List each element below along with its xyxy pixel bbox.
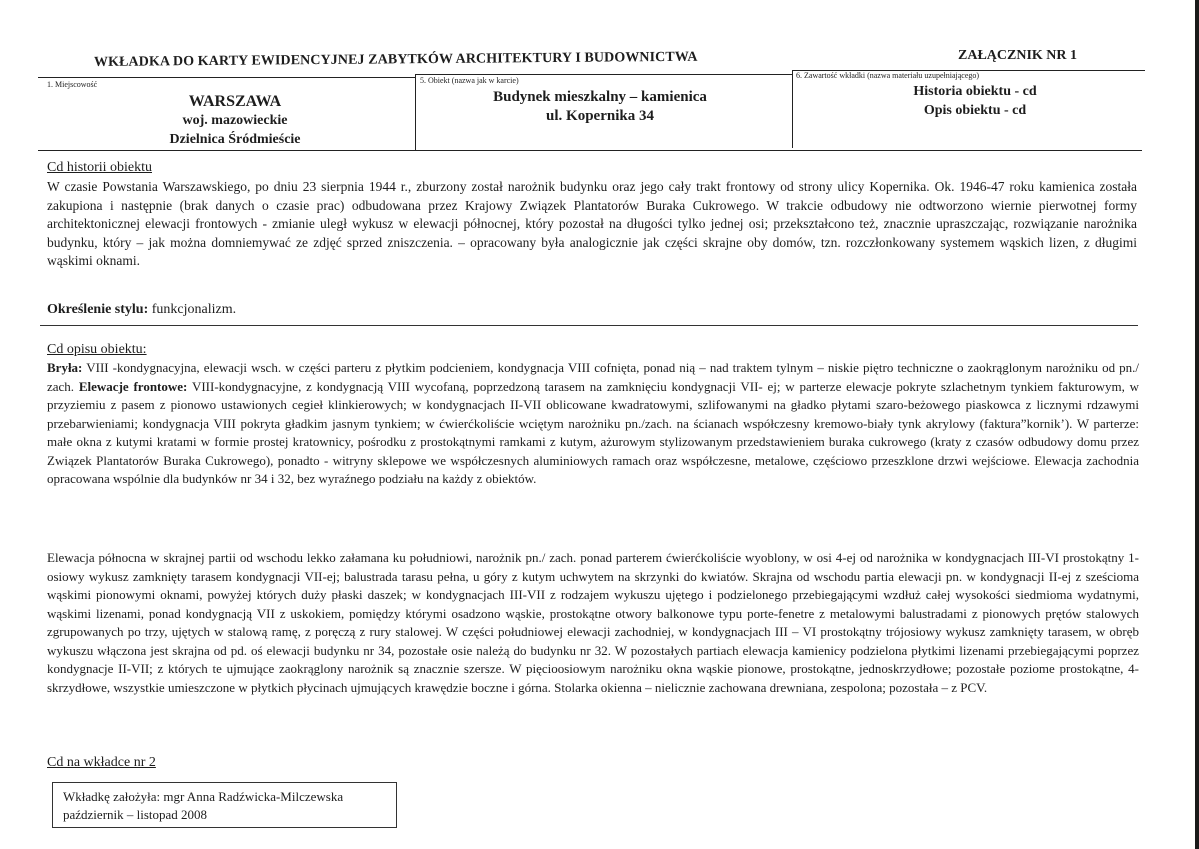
contents-line-2: Opis obiektu - cd (923, 103, 1027, 118)
contents-line-1: Historia obiektu - cd (913, 84, 1037, 99)
document-title: WKŁADKA DO KARTY EWIDENCYJNEJ ZABYTKÓW ARCHITEKTURY I BUDOWNICTWA (93, 49, 698, 70)
object-block (450, 88, 750, 126)
location-block (120, 92, 350, 149)
facades-text: VIII-kondygnacyjne, z kondygnacją VIII wycofaną, poprzedzoną tarasem na zamknięciu kondygnacji VII- ej; w parterze elewacje pokryte szlachetnym tynkiem fakturowym, w przyziemiu z pasem z pionowo ustawionych cegieł klinkierowych; w kondygnacjach II-VII oblicowane kwadratowymi, szlifowanymi na gładko płytami szaro-beżowego piaskowca z licznymi rdzawymi przebarwieniami; kondygnacja VIII pokryta gładkim jasnym tynkiem; w ćwierćkoliście wciętym narożniku pn./zach. na ścianach współczesny kremowo-biały tynk akrylowy (faktura”kornik’). W parterze: małe okna z kutymi kratami w formie prostej kratownicy, pośrodku z prostokątnymi ramkami z kutym, ażurowym stylizowanym przedstawieniem buraka cukrowego (kraty z czasów odbudowy domu przez Związek Plantatorów Buraka Cukrowego), ponadto - witryny sklepowe we współczesnych aluminiowych ramach oraz współczesne, metalowe, częściowo przeszklone drzwi wejściowe. Elewacja zachodnia opracowana wspólnie dla budynków nr 34 i 32, bez wyraźnego podziału na każdy z obiektów. (47, 378, 1139, 486)
city-name: WARSZAWA (188, 93, 282, 110)
style-line (47, 302, 236, 318)
style-label: Określenie stylu: (47, 302, 149, 317)
district-name: Dzielnica Śródmieście (169, 132, 301, 147)
province-name: woj. mazowieckie (182, 113, 288, 128)
mass-label: Bryła: (47, 360, 83, 375)
continued-link[interactable]: Cd na wkładce nr 2 (47, 755, 156, 770)
facades-label: Elewacje frontowe: (78, 378, 188, 394)
location-field-label: 1. Miejscowość (47, 80, 98, 89)
description-heading: Cd opisu obiektu: (47, 342, 147, 357)
history-paragraph: W czasie Powstania Warszawskiego, po dniu 23 sierpnia 1944 r., zburzony został narożnik budynku oraz jego cały trakt frontowy od strony ulicy Kopernika. Ok. 1946-47 roku kamienica została zakupiona i następnie (brak danych o czasie prac) odbudowana przez Krajowy Związek Plantatorów Buraka Cukrowego. W trakcie odbudowy nie odtworzono wiernie pierwotnej formy architektonicznej elewacji frontowych - zmianie uległ wykusz w elewacji północnej, który pozostał na długości tylko jednej osi; przekształcono też, znacznie upraszczając, rozwiązanie narożnika budynku, który – jak można domniemywać ze zdjęć sprzed zniszczenia. – opracowany była analogicznie jak części skrajne oby domów, tzn. rozczłonkowany systemem wąskich lizen, z długimi wąskimi oknami. (47, 179, 1137, 268)
author-line: Wkładkę założyła: mgr Anna Radźwicka-Milczewska (63, 789, 344, 804)
header-divider-2 (792, 70, 793, 148)
header-top-rule-left (38, 77, 415, 78)
object-address: ul. Kopernika 34 (546, 108, 654, 124)
object-field-label: 5. Obiekt (nazwa jak w karcie) (420, 76, 519, 85)
style-value: funkcjonalizm. (151, 302, 237, 317)
history-heading: Cd historii obiektu (47, 160, 152, 175)
header-bottom-rule (38, 150, 1142, 151)
description-paragraph-2: Elewacja północna w skrajnej partii od wschodu lekko załamana ku południowi, narożnik pn./ zach. ponad parterem ćwierćkoliście wyoblony, w osi 4-ej od narożnika w kondygnacjach III-VI prostokątny 1-osiowy wykusz zamknięty tarasem kondygnacji VII-ej; balustrada tarasu pełna, u góry z kutym uchwytem na skrzynki do kwiatów. Skrajna od wschodu partia elewacji pn. w kondygnacji II-ej z sześcioma wąskimi pionowymi oknami, powyżej których duży płaski daszek; w kondygnacjach III-VII z rodzajem wykuszu ujętego i podzielonego przebiegającymi wzdłuż całej wysokości siedmioma wydatnymi, wąskimi lizenami, ponad kondygnacją VII z uskokiem, pomiędzy którymi osadzono wąskie, prostokątne otwory balkonowe typu porte-fenetre z metalowymi balustradami z pionowych prętów stalowych zgrupowanych po trzy, ujętych w stalową ramę, z poręczą z rury stalowej. W części południowej elewacji zachodniej, w kondygnacjach III – VI prostokątny trójosiowy wykusz zamknięty tarasem, w obręb wykuszu włączona jest skrajna od pd. oś elewacji budynku nr 34, pozostałe osie należą do budynku nr 32. W pozostałych partiach elewacja kamienicy podzielona płytkimi lizenami przebiegającymi poprzez kondygnacje II-VII; z których te ujmujące zaokrąglony narożnik są znacznie szersze. W pięcioosiowym narożniku okna wąskie pionowe, prostokątne, jednoskrzydłowe; pozostałe poziome prostokątne, 4-skrzydłowe, wszystkie umieszczone w płytkich płycinach ujmujących krawędzie boczne i górna. Stolarka okienna – nielicznie zachowana drewniana, zespolona; pozostała – z PCV. (47, 550, 1139, 695)
header-divider-1 (415, 74, 416, 150)
header-top-rule-mid (415, 74, 792, 75)
annex-number: ZAŁĄCZNIK NR 1 (958, 48, 1078, 63)
description-paragraph-1 (47, 359, 1139, 489)
contents-block (860, 82, 1090, 120)
signature-box (52, 782, 397, 828)
section-divider (40, 325, 1138, 326)
date-line: październik – listopad 2008 (63, 807, 208, 822)
object-name: Budynek mieszkalny – kamienica (493, 89, 707, 105)
scan-edge (1195, 0, 1199, 849)
mass-text: VIII -kondygnacyjna, elewacji wsch. w części parteru z płytkim podcieniem, kondygnacja VIII cofnięta, ponad nią – nad traktem tylnym – niskie piętro techniczne o zaokrąglonym narożniku od pn./ zach. (47, 360, 1139, 394)
contents-field-label: 6. Zawartość wkładki (nazwa materiału uzupełniającego) (796, 71, 980, 80)
